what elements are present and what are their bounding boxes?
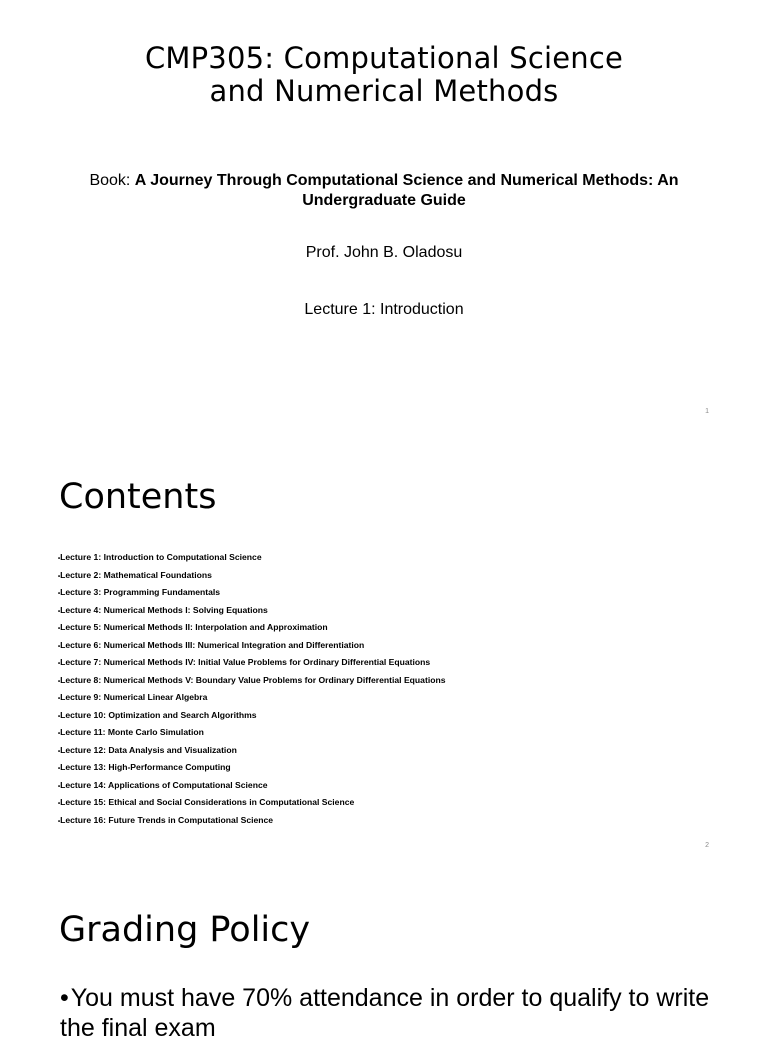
contents-list-item [58, 724, 445, 742]
course-title-line-2: and Numerical Methods [209, 74, 559, 108]
contents-item-text: Lecture 6: Numerical Methods III: Numerical Integration and Differentiation [60, 639, 365, 650]
contents-list-item [58, 812, 445, 830]
bullet-glyph: • [58, 748, 61, 755]
contents-list-item [58, 707, 445, 725]
contents-list-item [58, 619, 445, 637]
bullet-glyph: • [58, 696, 61, 702]
book-prefix: Book: [89, 172, 135, 189]
author-name: Prof. John B. Oladosu [305, 244, 463, 261]
contents-list-item [58, 549, 445, 567]
contents-item-text: Lecture 14: Applications of Computational Science [60, 779, 268, 790]
contents-list-item [58, 672, 445, 690]
slide-number: 1 [705, 408, 709, 415]
bullet-glyph: • [60, 984, 69, 1012]
slide-number: 2 [705, 842, 709, 849]
lecture-label: Lecture 1: Introduction [304, 301, 464, 318]
contents-item-text: Lecture 1: Introduction to Computational Science [60, 552, 262, 562]
contents-item-text: Lecture 4: Numerical Methods I: Solving Equations [60, 604, 268, 615]
contents-list-item [58, 794, 445, 812]
contents-list [58, 549, 445, 829]
bullet-glyph: • [58, 678, 61, 685]
contents-item-text: Lecture 2: Mathematical Foundations [60, 569, 212, 580]
course-title-line-1: CMP305: Computational Science [144, 41, 624, 75]
contents-list-item [58, 777, 445, 795]
contents-item-text: Lecture 15: Ethical and Social Considerations in Computational Science [60, 797, 355, 807]
contents-list-item [58, 637, 445, 655]
contents-item-text: Lecture 12: Data Analysis and Visualization [60, 744, 237, 755]
bullet-glyph: • [58, 801, 61, 807]
contents-item-text: Lecture 11: Monte Carlo Simulation [60, 727, 204, 737]
grading-policy-slide [0, 866, 768, 1042]
contents-item-text: Lecture 8: Numerical Methods V: Boundary Value Problems for Ordinary Differential Equations [60, 674, 446, 685]
contents-list-item [58, 689, 445, 707]
contents-item-text: Lecture 5: Numerical Methods II: Interpolation and Approximation [60, 622, 328, 632]
contents-list-item [58, 602, 445, 620]
bullet-glyph: • [58, 783, 61, 790]
bullet-glyph: • [58, 643, 61, 650]
book-reference [84, 171, 684, 211]
grading-bullet-text: You must have 70% attendance in order to qualify to write the final exam [60, 984, 710, 1042]
contents-list-item [58, 742, 445, 760]
bullet-glyph: • [58, 731, 61, 737]
bullet-glyph: • [58, 713, 61, 720]
contents-list-item [58, 654, 445, 672]
bullet-glyph: • [58, 626, 61, 632]
contents-item-text: Lecture 13: High-Performance Computing [60, 762, 231, 772]
contents-heading: Contents [59, 477, 217, 517]
contents-list-item [58, 567, 445, 585]
contents-item-text: Lecture 16: Future Trends in Computational Science [60, 814, 274, 825]
bullet-glyph: • [58, 766, 61, 772]
contents-item-text: Lecture 3: Programming Fundamentals [60, 587, 221, 597]
grading-bullet-item [60, 983, 720, 1043]
contents-item-text: Lecture 10: Optimization and Search Algorithms [60, 709, 257, 720]
grading-policy-heading: Grading Policy [59, 910, 311, 950]
course-title [0, 42, 768, 108]
contents-item-text: Lecture 7: Numerical Methods IV: Initial Value Problems for Ordinary Differential Equations [60, 657, 431, 667]
bullet-glyph: • [58, 591, 61, 597]
contents-slide [0, 433, 768, 866]
contents-item-text: Lecture 9: Numerical Linear Algebra [60, 692, 208, 702]
bullet-glyph: • [58, 661, 61, 667]
bullet-glyph: • [58, 818, 61, 825]
bullet-glyph: • [58, 556, 61, 562]
bullet-glyph: • [58, 608, 61, 615]
bullet-glyph: • [58, 573, 61, 580]
title-slide [0, 0, 768, 433]
contents-list-item [58, 759, 445, 777]
contents-list-item [58, 584, 445, 602]
book-title: A Journey Through Computational Science and Numerical Methods: An Undergraduate Guide [134, 172, 679, 209]
